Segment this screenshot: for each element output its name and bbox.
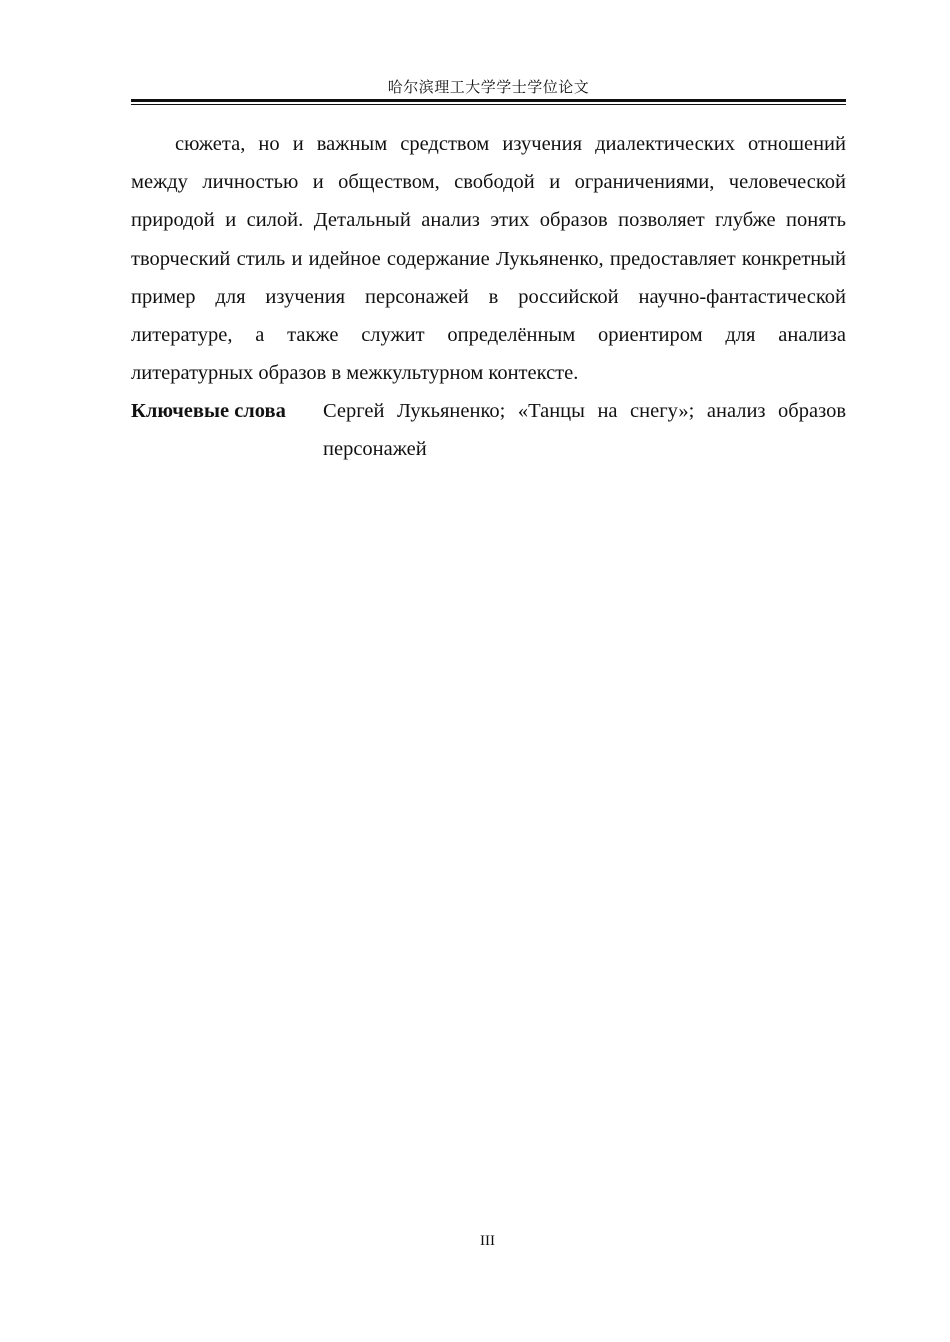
keywords-label: Ключевые слова bbox=[131, 400, 286, 422]
header-rule-thin bbox=[131, 104, 846, 105]
running-header: 哈尔滨理工大学学士学位论文 bbox=[387, 80, 590, 96]
keywords-value: Сергей Лукьяненко; «Танцы на снегу»; анализ образов персонажей bbox=[323, 400, 846, 461]
header-rule-thick bbox=[131, 99, 846, 102]
keywords-block bbox=[131, 392, 846, 468]
page-number: III bbox=[480, 1233, 495, 1249]
body-paragraph: сюжета, но и важным средством изучения диалектических отношений между личностью и обществом, свободой и ограничениями, человеческой природой и силой. Детальный анализ этих образов позволяет глубже понять творческий стиль и идейное содержание Лукьяненко, предоставляет конкретный пример для изучения персонажей в российской научно-фантастической литературе, а также служит определённым ориентиром для анализа литературных образов в межкультурном контексте. bbox=[131, 133, 846, 385]
